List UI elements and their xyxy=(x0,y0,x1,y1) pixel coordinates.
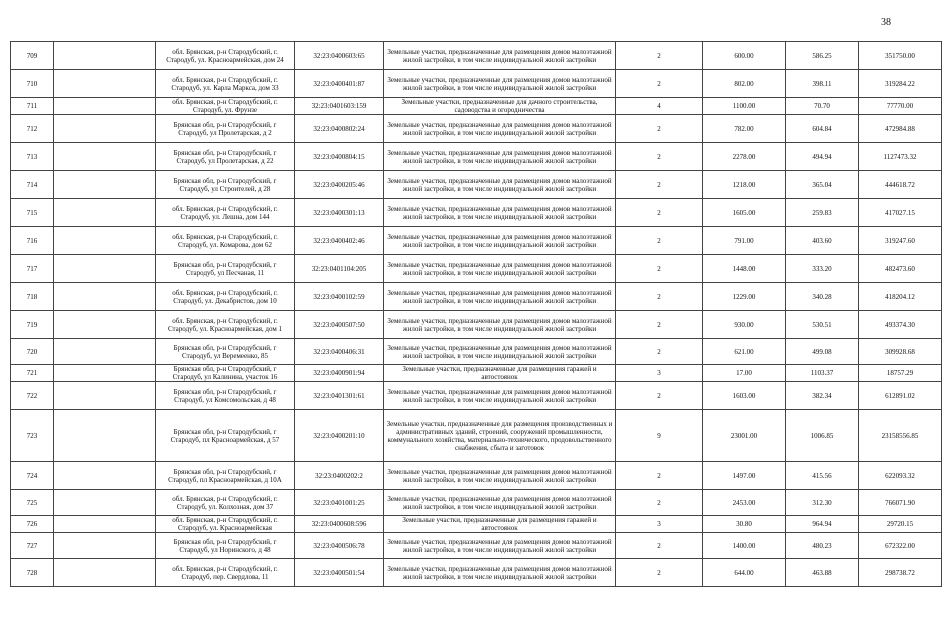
cadastral-value-cell: 23158556.85 xyxy=(859,410,942,462)
area-cell: 930.00 xyxy=(703,311,786,339)
permitted-use-cell: Земельные участки, предназначенные для размещения гаражей и автостоянок xyxy=(384,365,616,382)
address-cell: обл. Брянская, р-н Стародубский, г. Стародуб, ул. Фрунзе xyxy=(156,98,295,115)
table-row xyxy=(11,283,942,311)
cadastral-value-cell: 351750.00 xyxy=(859,42,942,70)
table-row xyxy=(11,70,942,98)
specific-value-cell: 480.23 xyxy=(786,533,859,559)
empty-cell xyxy=(54,199,156,227)
cadastral-value-cell: 319284.22 xyxy=(859,70,942,98)
cadastral-value-cell: 766071.90 xyxy=(859,490,942,516)
group-code-cell: 2 xyxy=(616,283,703,311)
empty-cell xyxy=(54,533,156,559)
specific-value-cell: 415.56 xyxy=(786,462,859,490)
cadastral-number-cell: 32:23:0401104:205 xyxy=(295,255,384,283)
table-row xyxy=(11,339,942,365)
specific-value-cell: 586.25 xyxy=(786,42,859,70)
address-cell: обл. Брянская, р-н Стародубский, г. Стародуб, ул. Красноармейская, дом 1 xyxy=(156,311,295,339)
empty-cell xyxy=(54,516,156,533)
specific-value-cell: 312.30 xyxy=(786,490,859,516)
cadastral-number-cell: 32:23:0400406:31 xyxy=(295,339,384,365)
permitted-use-cell: Земельные участки, предназначенные для размещения домов малоэтажной жилой застройки, в том числе индивидуальной жилой застройки xyxy=(384,143,616,171)
row-number-cell: 723 xyxy=(11,410,54,462)
cadastral-value-cell: 18757.29 xyxy=(859,365,942,382)
cadastral-number-cell: 32:23:0400301:13 xyxy=(295,199,384,227)
empty-cell xyxy=(54,227,156,255)
group-code-cell: 2 xyxy=(616,559,703,587)
area-cell: 802.00 xyxy=(703,70,786,98)
row-number-cell: 711 xyxy=(11,98,54,115)
empty-cell xyxy=(54,365,156,382)
empty-cell xyxy=(54,115,156,143)
area-cell: 1448.00 xyxy=(703,255,786,283)
empty-cell xyxy=(54,171,156,199)
cadastral-value-cell: 444618.72 xyxy=(859,171,942,199)
empty-cell xyxy=(54,98,156,115)
table-body xyxy=(11,42,942,587)
area-cell: 791.00 xyxy=(703,227,786,255)
address-cell: обл. Брянская, р-н Стародубский, г. Стародуб, ул. Декабристов, дом 10 xyxy=(156,283,295,311)
area-cell: 1218.00 xyxy=(703,171,786,199)
cadastral-number-cell: 32:23:0400506:78 xyxy=(295,533,384,559)
row-number-cell: 712 xyxy=(11,115,54,143)
cadastral-number-cell: 32:23:0400901:94 xyxy=(295,365,384,382)
empty-cell xyxy=(54,143,156,171)
area-cell: 2278.00 xyxy=(703,143,786,171)
group-code-cell: 2 xyxy=(616,382,703,410)
page-number: 38 xyxy=(881,17,891,28)
address-cell: Брянская обл, р-н Стародубский, г Стародуб, пл Красноармейская, д 10А xyxy=(156,462,295,490)
cadastral-number-cell: 32:23:0400603:65 xyxy=(295,42,384,70)
permitted-use-cell: Земельные участки, предназначенные для размещения домов малоэтажной жилой застройки, в том числе индивидуальной жилой застройки xyxy=(384,199,616,227)
cadastral-value-cell: 77770.00 xyxy=(859,98,942,115)
permitted-use-cell: Земельные участки, предназначенные для размещения гаражей и автостоянок xyxy=(384,516,616,533)
group-code-cell: 2 xyxy=(616,171,703,199)
table-row xyxy=(11,533,942,559)
table-row xyxy=(11,490,942,516)
table-row xyxy=(11,143,942,171)
empty-cell xyxy=(54,339,156,365)
specific-value-cell: 259.83 xyxy=(786,199,859,227)
area-cell: 782.00 xyxy=(703,115,786,143)
area-cell: 17.00 xyxy=(703,365,786,382)
group-code-cell: 3 xyxy=(616,365,703,382)
specific-value-cell: 494.94 xyxy=(786,143,859,171)
area-cell: 1229.00 xyxy=(703,283,786,311)
address-cell: Брянская обл, р-н Стародубский, г Стародуб, ул Норинского, д 48 xyxy=(156,533,295,559)
group-code-cell: 9 xyxy=(616,410,703,462)
permitted-use-cell: Земельные участки, предназначенные для размещения домов малоэтажной жилой застройки, в том числе индивидуальной жилой застройки xyxy=(384,559,616,587)
address-cell: Брянская обл, р-н Стародубский, г Стародуб, ул Пролетарская, д 2 xyxy=(156,115,295,143)
row-number-cell: 715 xyxy=(11,199,54,227)
address-cell: обл. Брянская, р-н Стародубский, г. Стародуб, пер. Свердлова, 11 xyxy=(156,559,295,587)
specific-value-cell: 604.84 xyxy=(786,115,859,143)
table-row xyxy=(11,171,942,199)
group-code-cell: 2 xyxy=(616,199,703,227)
specific-value-cell: 1103.37 xyxy=(786,365,859,382)
cadastral-value-cell: 612891.02 xyxy=(859,382,942,410)
row-number-cell: 728 xyxy=(11,559,54,587)
empty-cell xyxy=(54,462,156,490)
group-code-cell: 2 xyxy=(616,490,703,516)
table-row xyxy=(11,462,942,490)
table-row xyxy=(11,516,942,533)
table-row xyxy=(11,365,942,382)
cadastral-number-cell: 32:23:0401001:25 xyxy=(295,490,384,516)
cadastral-value-cell: 298738.72 xyxy=(859,559,942,587)
row-number-cell: 726 xyxy=(11,516,54,533)
row-number-cell: 722 xyxy=(11,382,54,410)
permitted-use-cell: Земельные участки, предназначенные для размещения домов малоэтажной жилой застройки, в том числе индивидуальной жилой застройки xyxy=(384,283,616,311)
cadastral-value-cell: 29720.15 xyxy=(859,516,942,533)
group-code-cell: 4 xyxy=(616,98,703,115)
cadastral-value-cell: 482473.60 xyxy=(859,255,942,283)
specific-value-cell: 382.34 xyxy=(786,382,859,410)
row-number-cell: 716 xyxy=(11,227,54,255)
empty-cell xyxy=(54,311,156,339)
address-cell: Брянская обл, р-н Стародубский, г Стародуб, ул Песчаная, 11 xyxy=(156,255,295,283)
permitted-use-cell: Земельные участки, предназначенные для размещения домов малоэтажной жилой застройки, в том числе индивидуальной жилой застройки xyxy=(384,227,616,255)
cadastral-number-cell: 32:23:0400102:59 xyxy=(295,283,384,311)
area-cell: 1497.00 xyxy=(703,462,786,490)
permitted-use-cell: Земельные участки, предназначенные для размещения домов малоэтажной жилой застройки, в том числе индивидуальной жилой застройки xyxy=(384,382,616,410)
address-cell: Брянская обл, р-н Стародубский, г Стародуб, ул Калинина, участок 16 xyxy=(156,365,295,382)
address-cell: Брянская обл, р-н Стародубский, г Стародуб, пл Красноармейская, д 57 xyxy=(156,410,295,462)
cadastral-number-cell: 32:23:0401603:159 xyxy=(295,98,384,115)
permitted-use-cell: Земельные участки, предназначенные для размещения домов малоэтажной жилой застройки, в том числе индивидуальной жилой застройки xyxy=(384,339,616,365)
table-row xyxy=(11,382,942,410)
area-cell: 1400.00 xyxy=(703,533,786,559)
cadastral-value-cell: 319247.60 xyxy=(859,227,942,255)
address-cell: обл. Брянская, р-н Стародубский, г. Стародуб, ул. Красноармейская xyxy=(156,516,295,533)
cadastral-number-cell: 32:23:0400804:15 xyxy=(295,143,384,171)
specific-value-cell: 398.11 xyxy=(786,70,859,98)
cadastral-value-cell: 418204.12 xyxy=(859,283,942,311)
row-number-cell: 717 xyxy=(11,255,54,283)
cadastral-number-cell: 32:23:0400507:50 xyxy=(295,311,384,339)
empty-cell xyxy=(54,42,156,70)
cadastral-number-cell: 32:23:0400501:54 xyxy=(295,559,384,587)
table-row xyxy=(11,227,942,255)
table-row xyxy=(11,559,942,587)
cadastral-number-cell: 32:23:0400401:87 xyxy=(295,70,384,98)
cadastral-value-cell: 672322.00 xyxy=(859,533,942,559)
area-cell: 1605.00 xyxy=(703,199,786,227)
area-cell: 1603.00 xyxy=(703,382,786,410)
cadastral-value-cell: 472984.88 xyxy=(859,115,942,143)
address-cell: обл. Брянская, р-н Стародубский, г. Стародуб, ул. Карла Маркса, дом 33 xyxy=(156,70,295,98)
empty-cell xyxy=(54,559,156,587)
address-cell: Брянская обл, р-н Стародубский, г Стародуб, ул Пролетарская, д 22 xyxy=(156,143,295,171)
area-cell: 644.00 xyxy=(703,559,786,587)
specific-value-cell: 70.70 xyxy=(786,98,859,115)
address-cell: обл. Брянская, р-н Стародубский, г. Стародуб, ул. Комарова, дом 62 xyxy=(156,227,295,255)
address-cell: Брянская обл, р-н Стародубский, г Стародуб, ул Веремеенко, 85 xyxy=(156,339,295,365)
permitted-use-cell: Земельные участки, предназначенные для размещения домов малоэтажной жилой застройки, в том числе индивидуальной жилой застройки xyxy=(384,171,616,199)
table-row xyxy=(11,98,942,115)
row-number-cell: 727 xyxy=(11,533,54,559)
cadastral-value-cell: 1127473.32 xyxy=(859,143,942,171)
permitted-use-cell: Земельные участки, предназначенные для размещения домов малоэтажной жилой застройки, в том числе индивидуальной жилой застройки xyxy=(384,255,616,283)
empty-cell xyxy=(54,410,156,462)
specific-value-cell: 499.08 xyxy=(786,339,859,365)
row-number-cell: 719 xyxy=(11,311,54,339)
row-number-cell: 710 xyxy=(11,70,54,98)
permitted-use-cell: Земельные участки, предназначенные для размещения домов малоэтажной жилой застройки, в том числе индивидуальной жилой застройки xyxy=(384,42,616,70)
row-number-cell: 725 xyxy=(11,490,54,516)
group-code-cell: 2 xyxy=(616,227,703,255)
group-code-cell: 2 xyxy=(616,42,703,70)
specific-value-cell: 333.20 xyxy=(786,255,859,283)
table-row xyxy=(11,410,942,462)
cadastral-number-cell: 32:23:0400402:46 xyxy=(295,227,384,255)
cadastral-number-cell: 32:23:0401301:61 xyxy=(295,382,384,410)
row-number-cell: 721 xyxy=(11,365,54,382)
area-cell: 621.00 xyxy=(703,339,786,365)
cadastral-number-cell: 32:23:0400201:10 xyxy=(295,410,384,462)
group-code-cell: 2 xyxy=(616,115,703,143)
specific-value-cell: 1006.85 xyxy=(786,410,859,462)
area-cell: 23001.00 xyxy=(703,410,786,462)
cadastral-number-cell: 32:23:0400608:596 xyxy=(295,516,384,533)
table-row xyxy=(11,115,942,143)
cadastral-value-cell: 309928.68 xyxy=(859,339,942,365)
cadastral-number-cell: 32:23:0400205:46 xyxy=(295,171,384,199)
permitted-use-cell: Земельные участки, предназначенные для размещения домов малоэтажной жилой застройки, в том числе индивидуальной жилой застройки xyxy=(384,311,616,339)
permitted-use-cell: Земельные участки, предназначенные для размещения производственных и административных зданий, строений, сооружений промышленности, коммунального хозяйства, материально-технического, продовольственного снабжения, сбыта и заготовок xyxy=(384,410,616,462)
cadastral-number-cell: 32:23:0400802:24 xyxy=(295,115,384,143)
specific-value-cell: 365.04 xyxy=(786,171,859,199)
empty-cell xyxy=(54,255,156,283)
group-code-cell: 2 xyxy=(616,70,703,98)
group-code-cell: 2 xyxy=(616,311,703,339)
table-row xyxy=(11,199,942,227)
table-row xyxy=(11,255,942,283)
permitted-use-cell: Земельные участки, предназначенные для дачного строительства, садоводства и огородничества xyxy=(384,98,616,115)
permitted-use-cell: Земельные участки, предназначенные для размещения домов малоэтажной жилой застройки, в том числе индивидуальной жилой застройки xyxy=(384,70,616,98)
empty-cell xyxy=(54,490,156,516)
address-cell: обл. Брянская, р-н Стародубский, г. Стародуб, ул. Лешна, дом 144 xyxy=(156,199,295,227)
row-number-cell: 709 xyxy=(11,42,54,70)
table-row xyxy=(11,42,942,70)
area-cell: 2453.00 xyxy=(703,490,786,516)
permitted-use-cell: Земельные участки, предназначенные для размещения домов малоэтажной жилой застройки, в том числе индивидуальной жилой застройки xyxy=(384,533,616,559)
cadastral-value-cell: 493374.30 xyxy=(859,311,942,339)
empty-cell xyxy=(54,382,156,410)
address-cell: Брянская обл, р-н Стародубский, г Стародуб, ул Строителей, д 28 xyxy=(156,171,295,199)
area-cell: 600.00 xyxy=(703,42,786,70)
specific-value-cell: 463.88 xyxy=(786,559,859,587)
address-cell: обл. Брянская, р-н Стародубский, г. Стародуб, ул. Красноармейская, дом 24 xyxy=(156,42,295,70)
group-code-cell: 2 xyxy=(616,533,703,559)
address-cell: обл. Брянская, р-н Стародубский, г. Стародуб, ул. Колхозная, дом 37 xyxy=(156,490,295,516)
cadastral-number-cell: 32:23:0400202:2 xyxy=(295,462,384,490)
cadastral-value-cell: 417027.15 xyxy=(859,199,942,227)
row-number-cell: 714 xyxy=(11,171,54,199)
cadastral-value-table xyxy=(10,41,942,587)
table-row xyxy=(11,311,942,339)
group-code-cell: 2 xyxy=(616,339,703,365)
permitted-use-cell: Земельные участки, предназначенные для размещения домов малоэтажной жилой застройки, в том числе индивидуальной жилой застройки xyxy=(384,490,616,516)
specific-value-cell: 964.94 xyxy=(786,516,859,533)
group-code-cell: 3 xyxy=(616,516,703,533)
empty-cell xyxy=(54,283,156,311)
empty-cell xyxy=(54,70,156,98)
permitted-use-cell: Земельные участки, предназначенные для размещения домов малоэтажной жилой застройки, в том числе индивидуальной жилой застройки xyxy=(384,462,616,490)
cadastral-value-cell: 622093.32 xyxy=(859,462,942,490)
address-cell: Брянская обл, р-н Стародубский, г Стародуб, ул Комсомольская, д 48 xyxy=(156,382,295,410)
specific-value-cell: 403.60 xyxy=(786,227,859,255)
row-number-cell: 720 xyxy=(11,339,54,365)
specific-value-cell: 340.28 xyxy=(786,283,859,311)
area-cell: 1100.00 xyxy=(703,98,786,115)
group-code-cell: 2 xyxy=(616,255,703,283)
area-cell: 30.80 xyxy=(703,516,786,533)
row-number-cell: 718 xyxy=(11,283,54,311)
row-number-cell: 724 xyxy=(11,462,54,490)
group-code-cell: 2 xyxy=(616,143,703,171)
row-number-cell: 713 xyxy=(11,143,54,171)
group-code-cell: 2 xyxy=(616,462,703,490)
specific-value-cell: 530.51 xyxy=(786,311,859,339)
permitted-use-cell: Земельные участки, предназначенные для размещения домов малоэтажной жилой застройки, в том числе индивидуальной жилой застройки xyxy=(384,115,616,143)
